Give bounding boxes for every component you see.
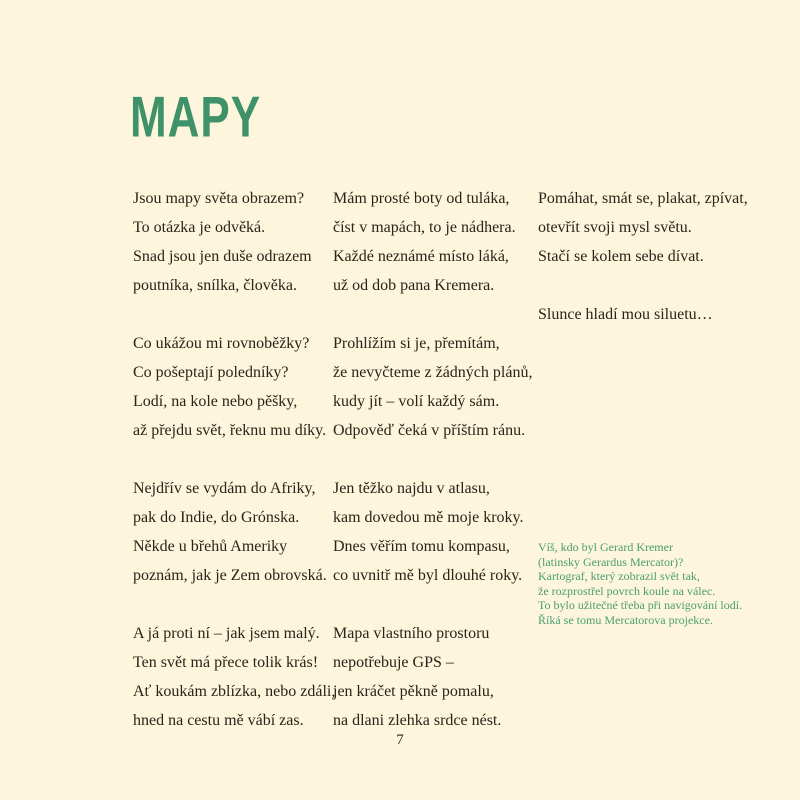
poem-column-2 — [333, 184, 538, 764]
poem-line: Prohlížím si je, přemítám, — [333, 335, 500, 352]
poem-line: Mapa vlastního prostoru — [333, 625, 490, 642]
poem-line: otevřít svoji mysl světu. — [538, 219, 692, 236]
poem-line: že nevyčteme z žádných plánů, — [333, 364, 533, 381]
footnote-line: Víš, kdo byl Gerard Kremer — [538, 540, 673, 554]
poem-line: Nejdřív se vydám do Afriky, — [133, 480, 316, 497]
footnote-line: To bylo užitečné třeba při navigování lodí. — [538, 598, 743, 613]
poem-line: To otázka je odvěká. — [133, 219, 266, 236]
poem-line: kudy jít – volí každý sám. — [333, 393, 500, 410]
poem-line: Dnes věřím tomu kompasu, — [333, 538, 510, 555]
poem — [133, 184, 767, 764]
footnote-line: že rozprostřel povrch koule na válec. — [538, 583, 716, 598]
stanza — [333, 329, 538, 445]
poem-line: až přejdu svět, řeknu mu díky. — [133, 422, 327, 439]
poem-line: Lodí, na kole nebo pěšky, — [133, 393, 298, 410]
poem-line: Odpověď čeká v příštím ránu. — [333, 422, 526, 439]
stanza — [133, 329, 333, 445]
poem-line: kam dovedou mě moje kroky. — [333, 509, 524, 526]
stanza — [133, 474, 333, 590]
poem-line: hned na cestu mě vábí zas. — [133, 712, 304, 729]
poem-line: poutníka, snílka, člověka. — [133, 277, 297, 294]
poem-line: už od dob pana Kremera. — [333, 277, 495, 294]
poem-line: na dlani zlehka srdce nést. — [333, 712, 502, 729]
poem-line: Co pošeptají poledníky? — [133, 364, 289, 381]
stanza — [333, 619, 538, 735]
poem-line: pak do Indie, do Grónska. — [133, 509, 300, 526]
stanza — [538, 184, 767, 271]
poem-line: Pomáhat, smát se, plakat, zpívat, — [538, 190, 748, 207]
page-title: MAPY — [130, 86, 262, 150]
poem-line: Ten svět má přece tolik krás! — [133, 654, 319, 671]
poem-line: Jen těžko najdu v atlasu, — [333, 480, 490, 497]
poem-line: jen kráčet pěkně pomalu, — [333, 683, 494, 700]
poem-column-1 — [133, 184, 336, 764]
stanza — [133, 619, 336, 735]
poem-line: A já proti ní – jak jsem malý. — [133, 625, 320, 642]
stanza — [333, 474, 538, 590]
footnote-line: (latinsky Gerardus Mercator)? — [538, 554, 684, 569]
footnote-line: Kartograf, který zobrazil svět tak, — [538, 569, 700, 584]
poem-line: nepotřebuje GPS – — [333, 654, 454, 671]
poem-line: číst v mapách, to je nádhera. — [333, 219, 516, 236]
stanza — [538, 300, 767, 329]
poem-line: Snad jsou jen duše odrazem — [133, 248, 312, 265]
poem-line: Jsou mapy světa obrazem? — [133, 190, 305, 207]
stanza — [333, 184, 538, 300]
mercator-footnote — [538, 540, 742, 628]
poem-line: Ať koukám zblízka, nebo zdáli, — [133, 683, 336, 700]
poem-line: Mám prosté boty od tuláka, — [333, 190, 510, 207]
poem-line: Slunce hladí mou siluetu… — [538, 306, 713, 323]
page-number: 7 — [396, 732, 404, 748]
poem-line: Co ukážou mi rovnoběžky? — [133, 335, 310, 352]
poem-line: co uvnitř mě byl dlouhé roky. — [333, 567, 523, 584]
poem-column-3 — [538, 184, 767, 764]
poem-line: Každé neznámé místo láká, — [333, 248, 509, 265]
poem-line: Někde u břehů Ameriky — [133, 538, 288, 555]
footnote-line: Říká se tomu Mercatorova projekce. — [538, 612, 713, 627]
poem-line: Stačí se kolem sebe dívat. — [538, 248, 704, 265]
stanza — [133, 184, 333, 300]
poem-line: poznám, jak je Zem obrovská. — [133, 567, 327, 584]
